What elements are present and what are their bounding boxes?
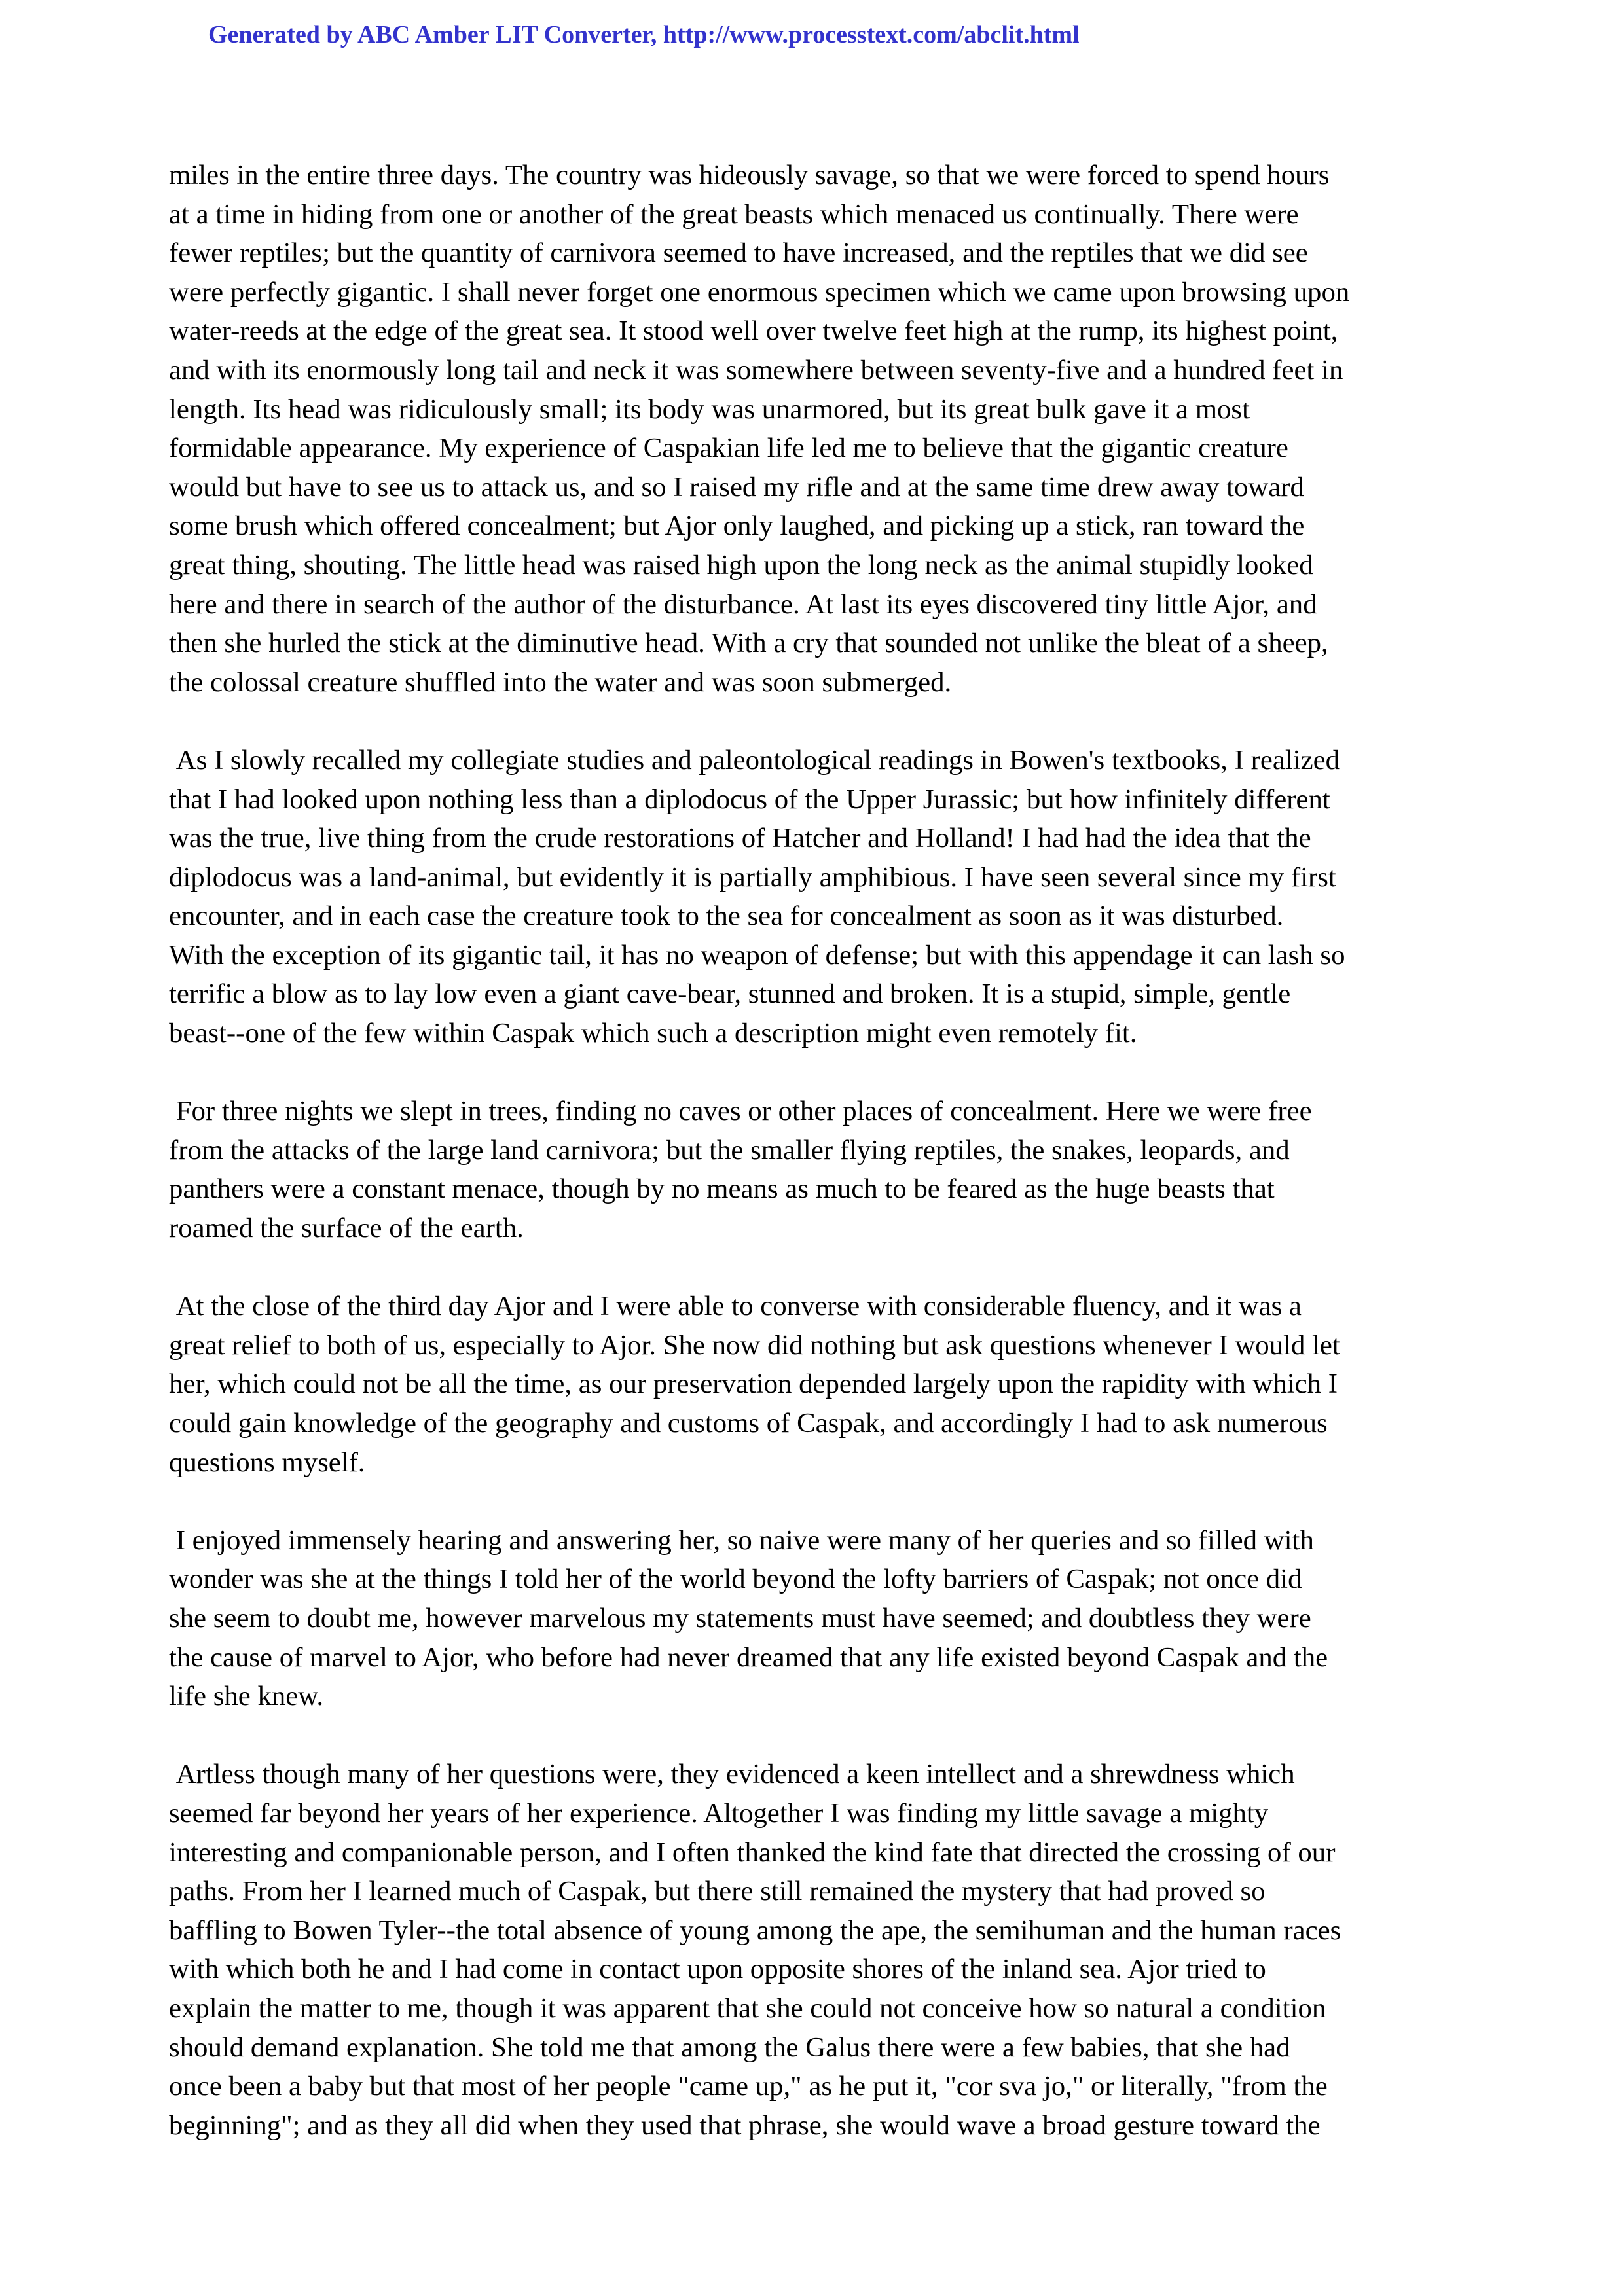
text-line: At the close of the third day Ajor and I were able to converse with considerable fluency, and it was a (169, 1291, 1302, 1322)
text-line: paths. From her I learned much of Caspak, but there still remained the mystery that had proved so (169, 1876, 1266, 1907)
text-line: beginning"; and as they all did when they used that phrase, she would wave a broad gesture toward the (169, 2109, 1321, 2141)
text-line: her, which could not be all the time, as our preservation depended largely upon the rapidity with which I (169, 1369, 1338, 1400)
paragraph (169, 156, 1465, 702)
text-line: with which both he and I had come in contact upon opposite shores of the inland sea. Ajor tried to (169, 1954, 1266, 1985)
text-line: With the exception of its gigantic tail, it has no weapon of defense; but with this appendage it can lash so (169, 939, 1345, 971)
text-line: great thing, shouting. The little head was raised high upon the long neck as the animal stupidly looked (169, 549, 1313, 581)
text-line: roamed the surface of the earth. (169, 1213, 524, 1244)
text-line: should demand explanation. She told me that among the Galus there were a few babies, that she had (169, 2032, 1290, 2063)
text-line: interesting and companionable person, and I often thanked the kind fate that directed the crossing of our (169, 1837, 1336, 1868)
document-body (169, 156, 1465, 2184)
text-line: questions myself. (169, 1446, 365, 1478)
text-line: that I had looked upon nothing less than a diplodocus of the Upper Jurassic; but how infinitely different (169, 783, 1330, 815)
text-line: For three nights we slept in trees, finding no caves or other places of concealment. Here we were free (169, 1096, 1312, 1127)
paragraph (169, 1287, 1465, 1482)
text-line: was the true, live thing from the crude restorations of Hatcher and Holland! I had had the idea that the (169, 823, 1311, 854)
paragraph (169, 741, 1465, 1053)
text-line: were perfectly gigantic. I shall never forget one enormous specimen which we came upon browsing upon (169, 276, 1350, 308)
text-line: great relief to both of us, especially to Ajor. She now did nothing but ask questions whenever I would let (169, 1329, 1340, 1361)
converter-header: Generated by ABC Amber LIT Converter, http://www.processtext.com/abclit.html (208, 21, 1080, 48)
text-line: encounter, and in each case the creature took to the sea for concealment as soon as it was disturbed. (169, 901, 1284, 932)
text-line: beast--one of the few within Caspak which such a description might even remotely fit. (169, 1018, 1137, 1049)
text-line: from the attacks of the large land carnivora; but the smaller flying reptiles, the snakes, leopards, and (169, 1134, 1290, 1166)
text-line: she seem to doubt me, however marvelous my statements must have seemed; and doubtless they were (169, 1602, 1311, 1634)
text-line: once been a baby but that most of her people "came up," as he put it, "cor sva jo," or literally, "from the (169, 2071, 1328, 2102)
text-line: explain the matter to me, though it was apparent that she could not conceive how so natural a condition (169, 1992, 1326, 2024)
text-line: the cause of marvel to Ajor, who before had never dreamed that any life existed beyond Caspak and the (169, 1641, 1328, 1673)
text-line: baffling to Bowen Tyler--the total absence of young among the ape, the semihuman and the human races (169, 1914, 1341, 1946)
text-line: wonder was she at the things I told her of the world beyond the lofty barriers of Caspak; not once did (169, 1564, 1302, 1595)
text-line: and with its enormously long tail and neck it was somewhere between seventy-five and a hundred feet in (169, 354, 1343, 386)
text-line: terrific a blow as to lay low even a giant cave-bear, stunned and broken. It is a stupid, simple, gentle (169, 978, 1291, 1010)
text-line: life she knew. (169, 1681, 324, 1712)
text-line: the colossal creature shuffled into the water and was soon submerged. (169, 666, 952, 698)
paragraph (169, 1755, 1465, 2145)
text-line: seemed far beyond her years of her experience. Altogether I was finding my little savage a mighty (169, 1797, 1269, 1829)
text-line: diplodocus was a land-animal, but evidently it is partially amphibious. I have seen several since my first (169, 861, 1336, 893)
text-line: here and there in search of the author of the disturbance. At last its eyes discovered tiny little Ajor, and (169, 588, 1317, 620)
text-line: Artless though many of her questions were, they evidenced a keen intellect and a shrewdness which (169, 1759, 1295, 1790)
text-line: panthers were a constant menace, though by no means as much to be feared as the huge beasts that (169, 1174, 1275, 1205)
text-line: some brush which offered concealment; but Ajor only laughed, and picking up a stick, ran toward the (169, 511, 1305, 542)
text-line: could gain knowledge of the geography and customs of Caspak, and accordingly I had to ask numerous (169, 1408, 1328, 1439)
paragraph (169, 1521, 1465, 1716)
paragraph (169, 1092, 1465, 1247)
text-line: would but have to see us to attack us, and so I raised my rifle and at the same time drew away toward (169, 471, 1304, 503)
text-line: at a time in hiding from one or another of the great beasts which menaced us continually. There were (169, 198, 1299, 230)
text-line: fewer reptiles; but the quantity of carnivora seemed to have increased, and the reptiles that we did see (169, 238, 1308, 269)
text-line: then she hurled the stick at the diminutive head. With a cry that sounded not unlike the bleat of a sheep, (169, 628, 1328, 659)
text-line: length. Its head was ridiculously small; its body was unarmored, but its great bulk gave it a most (169, 393, 1250, 425)
text-line: miles in the entire three days. The country was hideously savage, so that we were forced to spend hours (169, 160, 1330, 190)
text-line: water-reeds at the edge of the great sea. It stood well over twelve feet high at the rump, its highest point, (169, 315, 1338, 347)
text-line: As I slowly recalled my collegiate studies and paleontological readings in Bowen's textbooks, I realized (169, 744, 1340, 776)
text-line: I enjoyed immensely hearing and answering her, so naive were many of her queries and so filled with (169, 1524, 1314, 1556)
text-line: formidable appearance. My experience of Caspakian life led me to believe that the gigantic creature (169, 433, 1288, 464)
